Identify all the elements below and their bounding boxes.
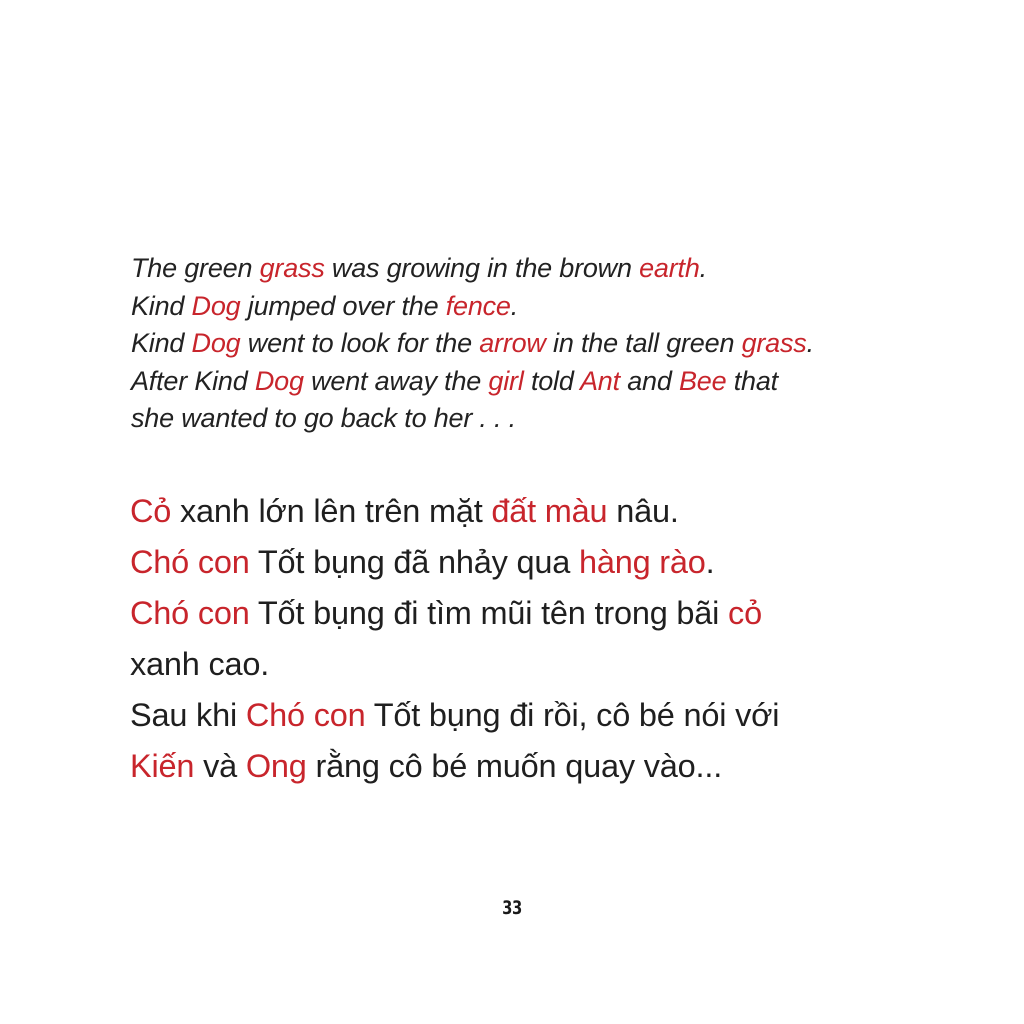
english-highlighted-word: earth (639, 253, 700, 283)
english-highlighted-word: Dog (191, 328, 241, 358)
english-text-block (131, 250, 951, 438)
vietnamese-text-block (130, 486, 990, 792)
english-text-segment: went to look for the (240, 328, 480, 358)
vietnamese-text-segment: xanh lớn lên trên mặt (171, 493, 492, 529)
english-text-segment: . (510, 290, 519, 321)
vietnamese-highlighted-word: Chó con (130, 544, 250, 580)
vietnamese-line (130, 741, 990, 792)
english-highlighted-word: arrow (479, 328, 546, 358)
english-highlighted-word: grass (259, 253, 325, 283)
vietnamese-text-segment: rằng cô bé muốn quay vào... (306, 748, 723, 784)
english-line (131, 250, 951, 288)
vietnamese-text-segment: . (705, 544, 715, 580)
vietnamese-text-segment: Tốt bụng đã nhảy qua (249, 544, 579, 580)
english-text-segment: Kind (131, 328, 192, 358)
vietnamese-text-segment: Tốt bụng đi rồi, cô bé nói với (365, 697, 780, 733)
vietnamese-highlighted-word: Cỏ (130, 493, 172, 529)
english-text-segment: went away the (303, 365, 489, 396)
english-text-segment: that (726, 365, 778, 396)
vietnamese-text-segment: Sau khi (130, 697, 246, 733)
english-text-segment: was growing in the brown (324, 253, 640, 283)
english-line (131, 400, 951, 438)
vietnamese-text-segment: Tốt bụng đi tìm mũi tên trong bãi (249, 595, 729, 631)
english-text-segment: in the tall green (545, 328, 742, 358)
vietnamese-highlighted-word: hàng rào (578, 544, 706, 580)
vietnamese-highlighted-word: Chó con (130, 595, 250, 631)
english-highlighted-word: grass (741, 328, 807, 358)
vietnamese-line (130, 537, 990, 588)
english-text-segment: After Kind (131, 365, 255, 396)
english-text-segment: jumped over the (240, 290, 446, 321)
english-text-segment: . (699, 253, 707, 283)
vietnamese-highlighted-word: cỏ (728, 595, 762, 631)
english-text-segment: The green (131, 253, 260, 283)
vietnamese-highlighted-word: đất màu (491, 493, 608, 529)
page-number: 33 (502, 897, 522, 919)
english-highlighted-word: Dog (191, 290, 241, 321)
english-text-segment: . (806, 328, 814, 358)
english-text-segment: told (523, 365, 580, 396)
english-text-segment: she wanted to go back to her . . . (131, 403, 516, 433)
english-highlighted-word: Dog (254, 365, 304, 396)
vietnamese-highlighted-word: Kiến (130, 748, 195, 784)
english-line (131, 363, 951, 401)
vietnamese-text-segment: xanh cao. (130, 646, 270, 682)
english-text-segment: and (619, 365, 679, 396)
english-highlighted-word: Ant (579, 365, 620, 396)
vietnamese-text-segment: và (194, 748, 246, 784)
english-line (131, 288, 951, 326)
vietnamese-line (130, 690, 990, 741)
vietnamese-text-segment: nâu. (607, 493, 679, 529)
vietnamese-line (130, 486, 990, 537)
english-highlighted-word: Bee (678, 365, 727, 396)
vietnamese-highlighted-word: Chó con (245, 697, 366, 733)
english-line (131, 325, 951, 363)
english-highlighted-word: fence (445, 290, 511, 321)
vietnamese-highlighted-word: Ong (245, 748, 307, 784)
english-highlighted-word: girl (488, 365, 524, 396)
vietnamese-line (130, 639, 990, 690)
english-text-segment: Kind (131, 290, 192, 321)
vietnamese-line (130, 588, 990, 639)
